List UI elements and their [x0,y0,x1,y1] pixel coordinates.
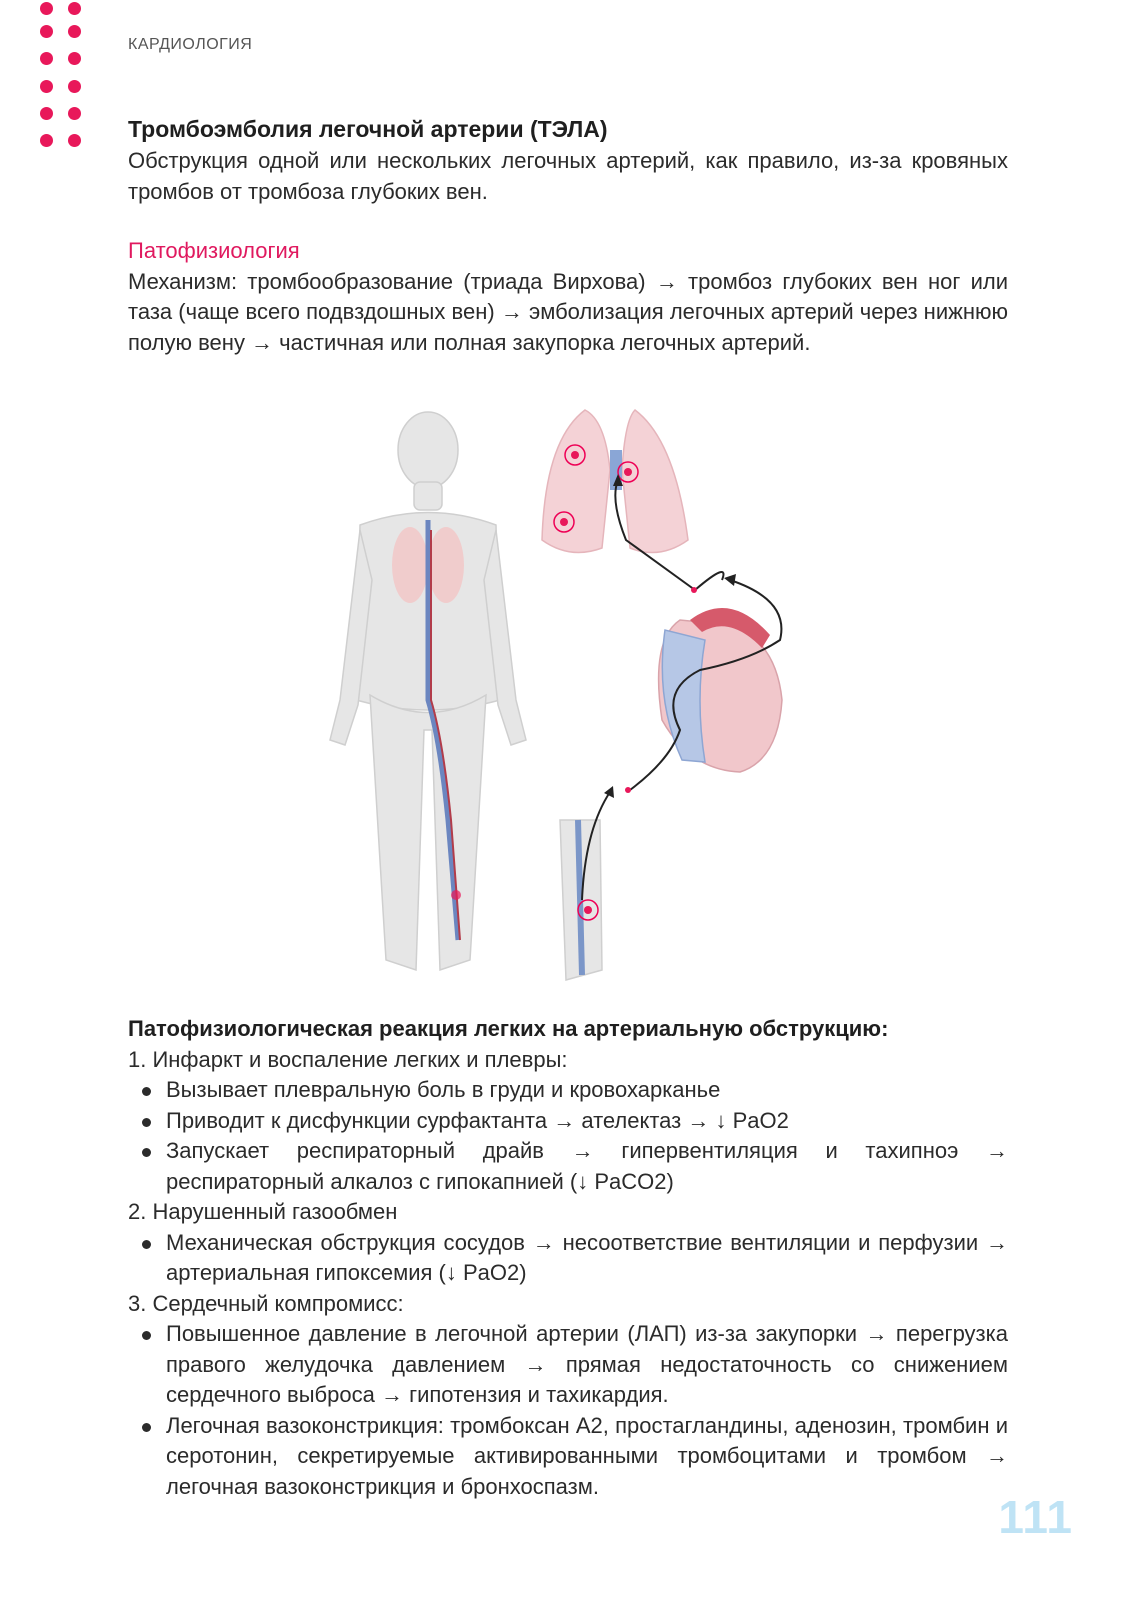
bullet-item: Вызывает плевральную боль в груди и кровохарканье [128,1075,1008,1106]
reaction-item [128,1045,1008,1198]
mechanism-paragraph: Механизм: тромбообразование (триада Вирхова) → тромбоз глубоких вен ног или таза (чаще всего подвздошных вен) → эмболизация легочных артерий через нижнюю полую вену → частичная или полная закупорка легочных артерий. [128,268,1008,355]
page-title: Тромбоэмболия легочной артерии (ТЭЛА) [128,116,608,142]
bullet-item: Приводит к дисфункции сурфактанта → ателектаз → ↓ PaO2 [128,1106,1008,1137]
reaction-item [128,1197,1008,1289]
pathophysiology-block [128,236,1008,358]
reaction-heading: Патофизиологическая реакция легких на артериальную обструкцию: [128,1016,889,1041]
reaction-list [128,1045,1008,1503]
pathophysiology-heading: Патофизиология [128,238,300,263]
bullet-list [128,1228,1008,1289]
reaction-item [128,1289,1008,1503]
reaction-item-label: 3. Сердечный компромисс: [128,1290,404,1316]
reaction-item-label: 1. Инфаркт и воспаление легких и плевры: [128,1046,568,1072]
intro-paragraph: Обструкция одной или нескольких легочных артерий, как правило, из-за кровяных тромбов от тромбоза глубоких вен. [128,148,1008,204]
bullet-item: Механическая обструкция сосудов → несоответствие вентиляции и перфузии → артериальная гипоксемия (↓ PaO2) [128,1228,1008,1289]
bullet-item: Повышенное давление в легочной артерии (ЛАП) из-за закупорки → перегрузка правого желудочка давлением → прямая недостаточность со снижением сердечного выброса → гипотензия и тахикардия. [128,1319,1008,1411]
reaction-item-label: 2. Нарушенный газообмен [128,1199,398,1224]
leg-segment [560,820,602,980]
section-label: КАРДИОЛОГИЯ [128,36,253,53]
intro-block [128,146,1008,207]
bullet-item: Запускает респираторный драйв → гипервентиляция и тахипноэ → респираторный алкалоз с гипокапнией (↓ PaCO2) [128,1136,1008,1197]
thrombus-marker-leg [451,890,461,900]
pe-diagram-svg [310,400,830,990]
decorative-dots [38,0,88,160]
reaction-block [128,1014,1008,1502]
bullet-list [128,1319,1008,1502]
pe-illustration [310,400,830,990]
page-number: 111 [998,1491,1073,1543]
bullet-list [128,1075,1008,1197]
bullet-item: Легочная вазоконстрикция: тромбоксан A2, простагландины, аденозин, тромбин и серотонин, секретируемые активированными тромбоцитами и тромбом → легочная вазоконстрикция и бронхоспазм. [128,1411,1008,1503]
